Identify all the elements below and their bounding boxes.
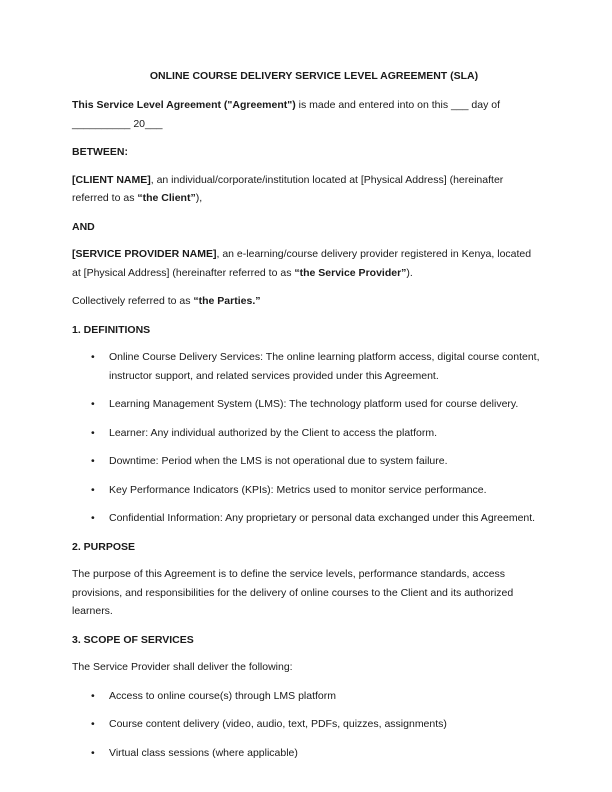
list-item: • Learning Management System (LMS): The technology platform used for course delivery.	[109, 395, 540, 414]
client-paragraph	[72, 171, 540, 208]
and-heading: AND	[72, 220, 95, 233]
list-item: • Learner: Any individual authorized by the Client to access the platform.	[109, 424, 540, 443]
intro-paragraph	[72, 96, 540, 133]
client-end: ),	[195, 192, 203, 204]
client-alias: “the Client”	[137, 192, 196, 204]
provider-text: , an e-learning/course delivery provider registered in Kenya, located at [Physical Address] (hereinafter referred to as	[72, 248, 532, 279]
parties-alias: “the Parties.”	[193, 295, 261, 307]
client-name: [CLIENT NAME]	[72, 173, 151, 186]
scope-list	[72, 687, 540, 763]
document-title: ONLINE COURSE DELIVERY SERVICE LEVEL AGREEMENT (SLA)	[149, 70, 479, 82]
provider-end: ).	[406, 266, 413, 279]
list-item: • Key Performance Indicators (KPIs): Metrics used to monitor service performance.	[109, 481, 540, 500]
list-item: • Online Course Delivery Services: The online learning platform access, digital course content, instructor support, and related services provided under this Agreement.	[109, 348, 540, 385]
provider-name: [SERVICE PROVIDER NAME]	[72, 248, 217, 260]
scope-intro: The Service Provider shall deliver the following:	[72, 661, 293, 673]
collectively-paragraph	[72, 292, 540, 311]
purpose-paragraph: The purpose of this Agreement is to define the service levels, performance standards, access provisions, and responsibilities for the delivery of online courses to the Client and its authorized learners.	[72, 568, 514, 617]
purpose-heading: 2. PURPOSE	[72, 540, 136, 553]
between-heading: BETWEEN:	[72, 146, 128, 158]
list-item: • Access to online course(s) through LMS platform	[109, 687, 540, 706]
list-item: • Virtual class sessions (where applicable)	[109, 744, 540, 763]
intro-date-blank: __________ 20___	[72, 117, 163, 130]
client-text: , an individual/corporate/institution located at [Physical Address] (hereinafter referred to as	[72, 173, 504, 204]
list-item: • Confidential Information: Any proprietary or personal data exchanged under this Agreement.	[109, 509, 540, 528]
definitions-heading: 1. DEFINITIONS	[72, 323, 151, 336]
intro-text: is made and entered into on this ___ day of	[295, 99, 501, 111]
definitions-list	[72, 348, 540, 528]
collectively-text: Collectively referred to as	[72, 295, 194, 307]
list-item: • Course content delivery (video, audio, text, PDFs, quizzes, assignments)	[109, 715, 540, 734]
list-item: • Downtime: Period when the LMS is not operational due to system failure.	[109, 452, 540, 471]
scope-heading: 3. SCOPE OF SERVICES	[72, 633, 194, 646]
intro-bold: This Service Level Agreement ("Agreement")	[72, 99, 296, 111]
provider-paragraph	[72, 245, 540, 282]
provider-alias: “the Service Provider”	[294, 266, 407, 279]
